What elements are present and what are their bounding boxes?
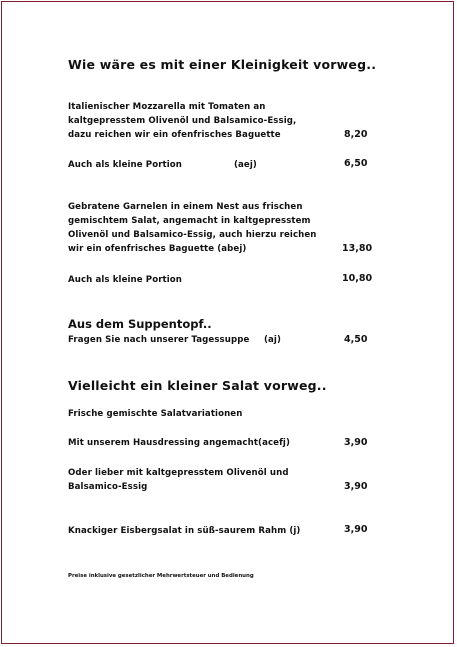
salad-oil-line-1: Oder lieber mit kaltgepresstem Olivenöl und xyxy=(68,468,289,478)
salad-iceberg-text: Knackiger Eisbergsalat in süß-saurem Rahm (j) xyxy=(68,526,301,536)
mozzarella-line-2: kaltgepresstem Olivenöl und Balsamico-Essig, xyxy=(68,116,297,126)
salad-house-text: Mit unserem Hausdressing angemacht(acefj) xyxy=(68,438,291,448)
soup-price: 4,50 xyxy=(344,334,368,345)
mozzarella-small-label: Auch als kleine Portion xyxy=(68,160,183,170)
soup-text: Fragen Sie nach unserer Tagessuppe xyxy=(68,335,250,345)
mozzarella-line-1: Italienischer Mozzarella mit Tomaten an xyxy=(68,102,266,112)
shrimp-price: 13,80 xyxy=(342,243,373,254)
mozzarella-price: 8,20 xyxy=(344,129,368,140)
shrimp-line-4: wir ein ofenfrisches Baguette (abej) xyxy=(68,244,247,254)
starters-heading: Wie wäre es mit einer Kleinigkeit vorweg.. xyxy=(68,57,377,72)
salad-oil-price: 3,90 xyxy=(344,481,368,492)
shrimp-small-label: Auch als kleine Portion xyxy=(68,275,183,285)
salad-heading: Vielleicht ein kleiner Salat vorweg.. xyxy=(68,378,327,393)
mozzarella-line-3: dazu reichen wir ein ofenfrisches Baguette xyxy=(68,130,281,140)
mozzarella-small-codes: (aej) xyxy=(234,160,257,170)
shrimp-line-2: gemischtem Salat, angemacht in kaltgepresstem xyxy=(68,216,311,226)
soup-codes: (aj) xyxy=(264,335,281,345)
menu-page xyxy=(1,1,454,644)
salad-oil-line-2: Balsamico-Essig xyxy=(68,482,148,492)
shrimp-small-price: 10,80 xyxy=(342,273,373,284)
salad-house-price: 3,90 xyxy=(344,437,368,448)
price-footnote: Preise inklusive gesetzlicher Mehrwertsteuer und Bedienung xyxy=(68,573,254,579)
salad-intro: Frische gemischte Salatvariationen xyxy=(68,409,243,419)
soup-heading: Aus dem Suppentopf.. xyxy=(68,317,212,331)
shrimp-line-3: Olivenöl und Balsamico-Essig, auch hierzu reichen xyxy=(68,230,317,240)
mozzarella-small-price: 6,50 xyxy=(344,158,368,169)
salad-iceberg-price: 3,90 xyxy=(344,524,368,535)
shrimp-line-1: Gebratene Garnelen in einem Nest aus frischen xyxy=(68,202,303,212)
